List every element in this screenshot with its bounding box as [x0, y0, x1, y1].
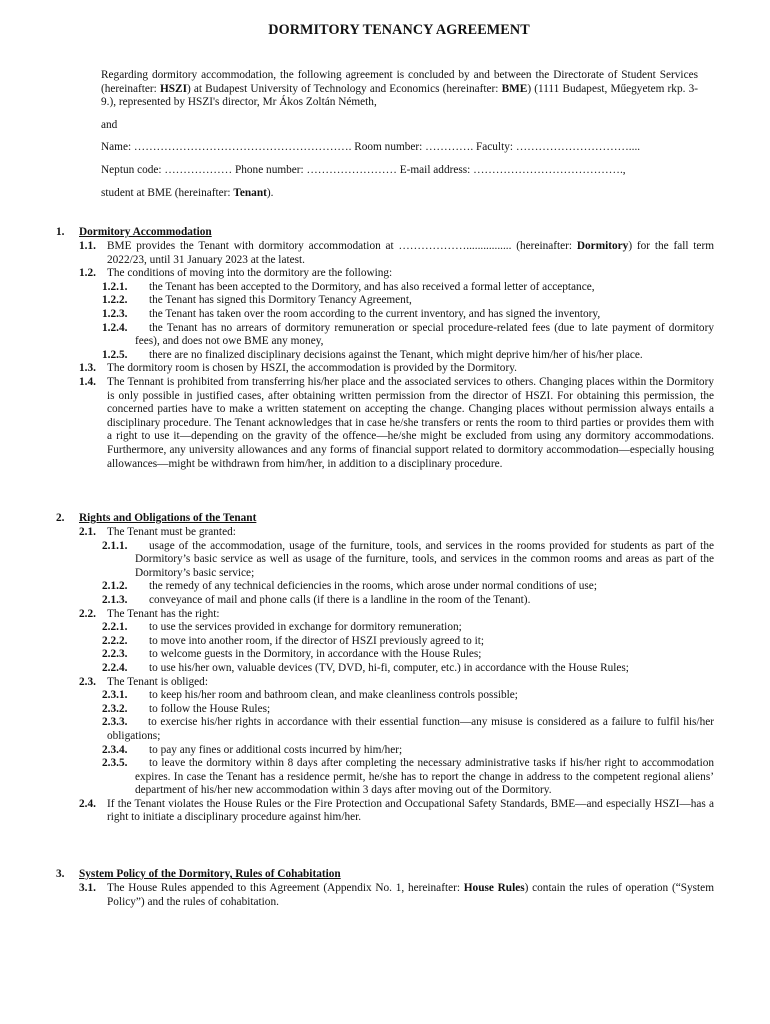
clause-number: 2.2.4.	[102, 661, 128, 674]
clause-text: to welcome guests in the Dormitory, in accordance with the House Rules;	[149, 648, 482, 661]
clause-number: 1.2.2.	[102, 294, 128, 307]
clause-number: 1.2.	[79, 267, 96, 280]
clause-number: 2.2.3.	[102, 648, 128, 661]
clause	[0, 703, 770, 717]
clause-text: to use his/her own, valuable devices (TV, DVD, hi-fi, computer, etc.) in accordance with the House Rules;	[149, 661, 629, 674]
document-title: DORMITORY TENANCY AGREEMENT	[268, 22, 530, 38]
clause	[0, 798, 770, 825]
clause-text: the Tenant has signed this Dormitory Tenancy Agreement,	[149, 294, 412, 307]
section-heading	[0, 512, 770, 526]
clause-text: If the Tenant violates the House Rules or the Fire Protection and Occupational Safety Standards, BME—and especially HSZI—has a right to initiate a disciplinary procedure against him/her.	[107, 797, 714, 824]
clause-text-part: The House Rules appended to this Agreement (Appendix No. 1, hereinafter:	[107, 882, 464, 894]
clause-number: 1.2.4.	[102, 321, 128, 334]
clause	[0, 648, 770, 662]
clause-text: usage of the accommodation, usage of the furniture, tools, and services in the rooms provided for students as part of the Dormitory’s basic service as well as usage of the furniture, tools, and services in the common rooms and areas as part of the Dormitory’s basic service;	[135, 539, 714, 579]
clause-number: 1.2.5.	[102, 348, 128, 361]
clause-text-part: ) contain the rules of operation (“System Policy”) and the rules of cohabitation.	[107, 882, 714, 908]
clause-number: 2.1.2.	[102, 580, 128, 593]
clause-number: 1.4.	[79, 375, 96, 388]
clause-number: 2.4.	[79, 797, 96, 810]
section-title: Dormitory Accommodation	[79, 226, 212, 238]
clause	[0, 689, 770, 703]
clause-number: 2.2.	[79, 607, 96, 620]
clause-number: 1.2.1.	[102, 280, 128, 293]
clause-number: 2.3.1.	[102, 689, 128, 702]
clause	[0, 676, 770, 690]
clause-text: to follow the House Rules;	[149, 702, 271, 715]
clause-number: 1.2.3.	[102, 307, 128, 320]
section-title: Rights and Obligations of the Tenant	[79, 512, 257, 524]
clause-text: the Tenant has no arrears of dormitory remuneration or special procedure-related fees (due to late payment of dormitory fees), and does not owe BME any money,	[135, 321, 714, 348]
clause	[0, 240, 770, 267]
parties-paragraph	[101, 69, 698, 110]
clause-number: 2.2.1.	[102, 621, 128, 634]
section-dormitory-accommodation	[0, 226, 770, 471]
intro-text: student at BME (hereinafter:	[101, 186, 234, 199]
clause	[0, 322, 770, 349]
defined-term: House Rules	[463, 882, 525, 894]
hszi-term: HSZI	[159, 82, 187, 95]
clause-text: The Tenant has the right:	[107, 607, 220, 620]
clause-number: 2.3.2.	[102, 702, 128, 715]
section-number: 3.	[56, 868, 65, 880]
clause-text: to keep his/her room and bathroom clean, and make cleanliness controls possible;	[149, 689, 518, 702]
clause-number: 2.3.3.	[102, 716, 128, 729]
clause	[0, 349, 770, 363]
section-rights-obligations	[0, 512, 770, 825]
clause	[0, 594, 770, 608]
clause-text: to leave the dormitory within 8 days after completing the necessary administrative tasks if his/her right to accommodation expires. In case the Tenant has a residence permit, he/she has to report the change in address to the competent regional aliens’ department of his/her new accommodation within 3 days after moving out of the Dormitory.	[135, 757, 714, 797]
clause-number: 2.1.3.	[102, 593, 128, 606]
clause	[0, 608, 770, 622]
clause	[0, 662, 770, 676]
clause-text: The conditions of moving into the dormitory are the following:	[107, 267, 393, 280]
clause-text-part: BME provides the Tenant with dormitory accommodation at ………………................ (hereinafter:	[107, 240, 577, 252]
clause	[0, 716, 770, 743]
intro-text: ) (1111 Budapest, Műegyetem rkp. 3-9.), represented by HSZI's director, Mr Ákos Zoltán Németh,	[101, 82, 698, 109]
clause	[0, 744, 770, 758]
clause	[0, 882, 770, 909]
clause-number: 3.1.	[79, 882, 96, 894]
clause	[0, 526, 770, 540]
clause-text: conveyance of mail and phone calls (if there is a landline in the room of the Tenant).	[149, 593, 531, 606]
clause	[0, 635, 770, 649]
clause-text: The Tenant must be granted:	[107, 526, 236, 538]
section-number: 1.	[56, 226, 65, 238]
clause-number: 2.1.	[79, 526, 96, 538]
clause-number: 2.3.5.	[102, 757, 128, 770]
clause-text	[107, 240, 714, 267]
clause	[0, 362, 770, 376]
name-room-faculty-line: Name: …………………………………………………. Room number: …………. Faculty: …………………………....	[101, 141, 641, 154]
intro-text: ).	[266, 186, 274, 199]
clause-number: 2.3.	[79, 675, 96, 688]
clause	[0, 294, 770, 308]
clause	[0, 580, 770, 594]
clause-number: 1.3.	[79, 362, 96, 375]
clause-text: The Tenant is obliged:	[107, 675, 208, 688]
section-number: 2.	[56, 512, 65, 524]
section-heading	[0, 226, 770, 240]
clause-text: The Tennant is prohibited from transferring his/her place and the associated services to others. Changing places within the Dormitory is only possible in justified cases, after obtaining written permission from the director of HSZI. For obtaining this permission, the concerned parties have to make a written statement on accepting the change. Changing places without permission always entails a disciplinary procedure. The Tenant acknowledges that in case he/she transfers or rents the room to third parties or provides them with a right to use it—depending on the gravity of the offence—he/she might be excluded from using any dormitory accommodations. Furthermore, any university allowances and any forms of financial support related to dormitory accommodation—especially housing allowances—might be withdrawn from him/her, in addition to a disciplinary procedure.	[107, 375, 714, 470]
section-title: System Policy of the Dormitory, Rules of Cohabitation	[79, 868, 341, 880]
clause	[0, 267, 770, 281]
clause-text: to move into another room, if the director of HSZI previously agreed to it;	[149, 634, 485, 647]
neptun-phone-email-line: Neptun code: ……………… Phone number: …………………… E-mail address: ………………………………….,	[101, 163, 626, 176]
clause-text: the Tenant has taken over the room according to the current inventory, and has signed the inventory,	[149, 307, 601, 320]
clause-number: 2.2.2.	[102, 634, 128, 647]
clause-number: 2.1.1.	[102, 539, 128, 552]
clause-text-part: ) for the fall term 2022/23, until 31 January 2023 at the latest.	[107, 240, 714, 266]
clause-text: to exercise his/her rights in accordance with their essential function—any misuse is considered as a failure to fulfil his/her obligations;	[107, 716, 714, 742]
intro-text: Regarding dormitory accommodation, the following agreement is concluded by and between the Directorate of Student Services (hereinafter:	[101, 69, 698, 95]
clause-text: to use the services provided in exchange for dormitory remuneration;	[149, 621, 462, 634]
section-system-policy	[0, 868, 770, 909]
bme-term: BME	[501, 82, 528, 95]
clause-text: The dormitory room is chosen by HSZI, the accommodation is provided by the Dormitory.	[107, 362, 517, 375]
clause-text: there are no finalized disciplinary decisions against the Tenant, which might deprive him/her of his/her place.	[149, 348, 643, 361]
parties-intro	[101, 69, 698, 200]
clause-text	[107, 882, 714, 909]
clause-text: the Tenant has been accepted to the Dormitory, and has also received a formal letter of acceptance,	[149, 280, 595, 293]
clause	[0, 540, 770, 581]
defined-term: Dormitory	[576, 240, 629, 252]
tenant-term: Tenant	[233, 186, 267, 199]
clause	[0, 281, 770, 295]
clause-text: to pay any fines or additional costs incurred by him/her;	[149, 743, 403, 756]
clause-number: 1.1.	[79, 240, 96, 252]
clause-number: 2.3.4.	[102, 743, 128, 756]
clause	[0, 757, 770, 798]
clause	[0, 376, 770, 471]
student-line	[101, 187, 698, 201]
clause	[0, 621, 770, 635]
and-line: and	[101, 118, 118, 131]
clause	[0, 308, 770, 322]
intro-text: ) at Budapest University of Technology and Economics (hereinafter:	[186, 82, 502, 95]
clause-text: the remedy of any technical deficiencies in the rooms, which arose under normal conditions of use;	[149, 580, 597, 593]
section-heading	[0, 868, 770, 882]
